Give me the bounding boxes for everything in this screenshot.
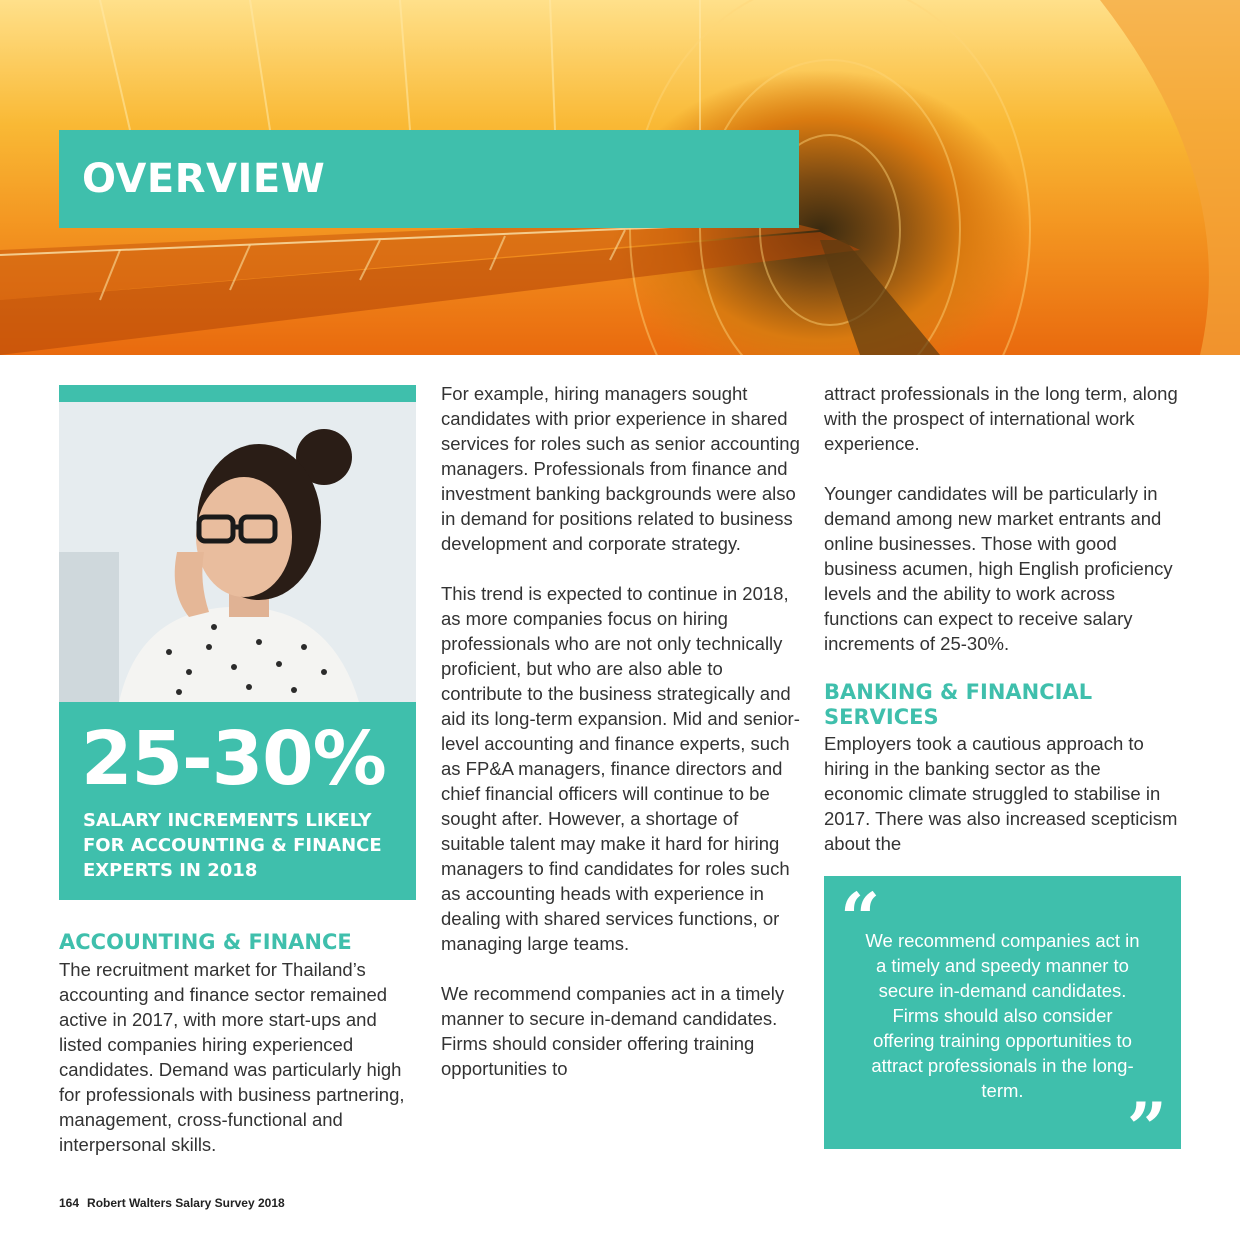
- portrait-illustration: [59, 402, 416, 702]
- paragraph: For example, hiring managers sought candidates with prior experience in shared services for roles such as senior accounting managers. Professionals from finance and investment banking backgrounds were also in demand for positions related to business development and corporate strategy.: [441, 383, 800, 554]
- column-middle: [441, 381, 801, 1081]
- woman-with-glasses-photo: [59, 402, 416, 702]
- quote-text: We recommend companies act in a timely and speedy manner to secure in-demand candidates. Firms should also consider offering training opportunities to attract professionals in the long-term.: [865, 930, 1140, 1101]
- page-number: 164: [59, 1196, 80, 1210]
- column-right: [824, 381, 1184, 656]
- paragraph: Younger candidates will be particularly in demand among new market entrants and online businesses. Those with good business acumen, high English proficiency levels and the ability to work across functions can expect to receive salary increments of 25-30%.: [824, 483, 1173, 654]
- heading-accounting-finance: ACCOUNTING & FINANCE: [59, 930, 352, 954]
- accent-strip: [59, 385, 416, 402]
- heading-banking-financial-services: BANKING & FINANCIAL SERVICES: [824, 680, 1093, 729]
- page-title: OVERVIEW: [82, 156, 326, 202]
- text-banking-financial-services: [824, 731, 1184, 856]
- pull-quote: [824, 876, 1181, 1170]
- open-quote-icon: “: [840, 877, 881, 960]
- title-bar: [59, 130, 799, 228]
- stat-caption: SALARY INCREMENTS LIKELY FOR ACCOUNTING & FINANCE EXPERTS IN 2018: [83, 810, 382, 881]
- paragraph: The recruitment market for Thailand’s accounting and finance sector remained active in 2017, with more start-ups and listed companies hiring experienced candidates. Demand was particularly high for professionals with business partnering, management, cross-functional and interpersonal skills.: [59, 959, 405, 1155]
- stat-callout: [59, 702, 416, 900]
- paragraph: This trend is expected to continue in 2018, as more companies focus on hiring professionals who are not only technically proficient, but who are also able to contribute to the business strategically and aid its long-term expansion. Mid and senior-level accounting and finance experts, such as FP&A managers, finance directors and chief financial officers will continue to be sought after. However, a shortage of suitable talent may make it hard for hiring managers to find candidates for roles such as accounting heads with experience in dealing with shared services functions, or managing large teams.: [441, 583, 800, 954]
- text-accounting-finance: [59, 957, 421, 1157]
- paragraph: We recommend companies act in a timely manner to secure in-demand candidates. Firms should consider offering training opportunities to: [441, 983, 785, 1079]
- publication-name: Robert Walters Salary Survey 2018: [87, 1196, 285, 1210]
- hero-image: [0, 0, 1240, 355]
- stat-value: 25-30%: [81, 716, 386, 802]
- close-quote-icon: ”: [1126, 1087, 1167, 1170]
- paragraph: Employers took a cautious approach to hiring in the banking sector as the economic climate struggled to stabilise in 2017. There was also increased scepticism about the: [824, 733, 1178, 854]
- page-footer: [59, 1196, 285, 1210]
- paragraph: attract professionals in the long term, along with the prospect of international work experience.: [824, 383, 1178, 454]
